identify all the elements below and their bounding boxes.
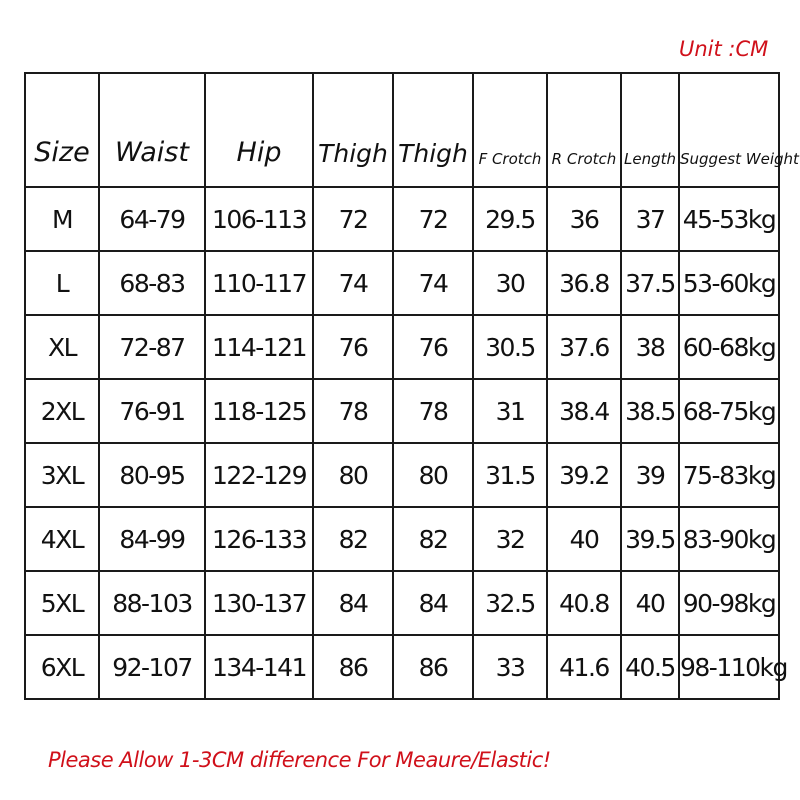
cell-thigh-2: 76	[393, 315, 473, 379]
cell-length: 37.5	[621, 251, 679, 315]
cell-size: M	[25, 187, 99, 251]
unit-label: Unit :CM	[679, 37, 769, 61]
cell-hip: 130-137	[205, 571, 313, 635]
cell-suggest-weight: 90-98kg	[679, 571, 779, 635]
cell-waist: 84-99	[99, 507, 205, 571]
cell-front-crotch: 29.5	[473, 187, 547, 251]
table-row	[25, 251, 779, 315]
cell-front-crotch: 31.5	[473, 443, 547, 507]
cell-size: 5XL	[25, 571, 99, 635]
cell-thigh-2: 82	[393, 507, 473, 571]
cell-suggest-weight: 98-110kg	[679, 635, 779, 699]
cell-rear-crotch: 39.2	[547, 443, 621, 507]
cell-length: 39.5	[621, 507, 679, 571]
cell-thigh-2: 74	[393, 251, 473, 315]
cell-length: 39	[621, 443, 679, 507]
difference-note: Please Allow 1-3CM difference For Meaure/Elastic!	[48, 748, 551, 772]
cell-suggest-weight: 53-60kg	[679, 251, 779, 315]
table-row	[25, 635, 779, 699]
cell-front-crotch: 32	[473, 507, 547, 571]
table-row	[25, 571, 779, 635]
cell-size: 3XL	[25, 443, 99, 507]
cell-thigh: 86	[313, 635, 393, 699]
cell-thigh: 82	[313, 507, 393, 571]
cell-waist: 88-103	[99, 571, 205, 635]
header-front-crotch: F Crotch	[473, 73, 547, 187]
cell-thigh: 84	[313, 571, 393, 635]
cell-thigh: 78	[313, 379, 393, 443]
cell-size: L	[25, 251, 99, 315]
table-row	[25, 507, 779, 571]
cell-waist: 80-95	[99, 443, 205, 507]
table-row	[25, 187, 779, 251]
header-hip: Hip	[205, 73, 313, 187]
cell-suggest-weight: 68-75kg	[679, 379, 779, 443]
cell-thigh: 76	[313, 315, 393, 379]
cell-front-crotch: 30.5	[473, 315, 547, 379]
header-suggest-weight: Suggest Weight	[679, 73, 779, 187]
cell-waist: 72-87	[99, 315, 205, 379]
cell-length: 38	[621, 315, 679, 379]
header-length: Length	[621, 73, 679, 187]
cell-front-crotch: 32.5	[473, 571, 547, 635]
cell-hip: 110-117	[205, 251, 313, 315]
cell-hip: 122-129	[205, 443, 313, 507]
cell-length: 40	[621, 571, 679, 635]
cell-rear-crotch: 38.4	[547, 379, 621, 443]
cell-size: XL	[25, 315, 99, 379]
cell-hip: 114-121	[205, 315, 313, 379]
cell-size: 4XL	[25, 507, 99, 571]
table-row	[25, 315, 779, 379]
header-row	[25, 73, 779, 187]
cell-hip: 126-133	[205, 507, 313, 571]
cell-hip: 118-125	[205, 379, 313, 443]
cell-waist: 64-79	[99, 187, 205, 251]
cell-thigh-2: 84	[393, 571, 473, 635]
cell-rear-crotch: 40	[547, 507, 621, 571]
cell-length: 38.5	[621, 379, 679, 443]
cell-suggest-weight: 45-53kg	[679, 187, 779, 251]
cell-thigh: 80	[313, 443, 393, 507]
cell-thigh-2: 78	[393, 379, 473, 443]
cell-thigh-2: 72	[393, 187, 473, 251]
cell-size: 2XL	[25, 379, 99, 443]
header-thigh-2: Thigh	[393, 73, 473, 187]
cell-thigh: 72	[313, 187, 393, 251]
cell-waist: 92-107	[99, 635, 205, 699]
table-row	[25, 443, 779, 507]
cell-waist: 68-83	[99, 251, 205, 315]
header-rear-crotch: R Crotch	[547, 73, 621, 187]
cell-rear-crotch: 36.8	[547, 251, 621, 315]
table-row	[25, 379, 779, 443]
cell-front-crotch: 31	[473, 379, 547, 443]
cell-waist: 76-91	[99, 379, 205, 443]
header-waist: Waist	[99, 73, 205, 187]
cell-front-crotch: 30	[473, 251, 547, 315]
cell-front-crotch: 33	[473, 635, 547, 699]
cell-suggest-weight: 60-68kg	[679, 315, 779, 379]
cell-thigh: 74	[313, 251, 393, 315]
cell-length: 37	[621, 187, 679, 251]
cell-thigh-2: 86	[393, 635, 473, 699]
cell-rear-crotch: 41.6	[547, 635, 621, 699]
cell-rear-crotch: 37.6	[547, 315, 621, 379]
size-chart-table	[24, 72, 799, 700]
cell-length: 40.5	[621, 635, 679, 699]
cell-suggest-weight: 75-83kg	[679, 443, 779, 507]
cell-suggest-weight: 83-90kg	[679, 507, 779, 571]
cell-hip: 134-141	[205, 635, 313, 699]
cell-rear-crotch: 40.8	[547, 571, 621, 635]
header-thigh: Thigh	[313, 73, 393, 187]
cell-rear-crotch: 36	[547, 187, 621, 251]
cell-size: 6XL	[25, 635, 99, 699]
header-size: Size	[25, 73, 99, 187]
cell-thigh-2: 80	[393, 443, 473, 507]
cell-hip: 106-113	[205, 187, 313, 251]
